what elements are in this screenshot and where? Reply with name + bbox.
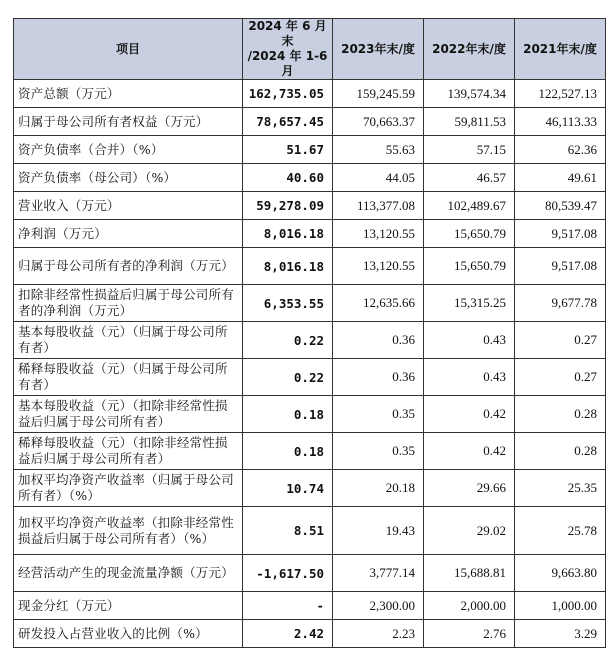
table-row	[14, 507, 606, 555]
table-row	[14, 359, 606, 396]
value-2023: 2,300.00	[333, 592, 424, 620]
row-label: 基本每股收益（元）（扣除非经常性损益后归属于母公司所有者）	[14, 396, 243, 433]
value-2021: 9,663.80	[515, 555, 606, 592]
value-current: 2.42	[243, 620, 333, 648]
value-current: -1,617.50	[243, 555, 333, 592]
value-current: 6,353.55	[243, 285, 333, 322]
row-label: 加权平均净资产收益率（扣除非经常性损益后归属于母公司所有者）（%）	[14, 507, 243, 555]
value-2021: 49.61	[515, 164, 606, 192]
row-label: 归属于母公司所有者的净利润（万元）	[14, 248, 243, 285]
value-2022: 2.76	[424, 620, 515, 648]
value-2021: 0.27	[515, 322, 606, 359]
value-2021: 0.27	[515, 359, 606, 396]
header-current-line2: /2024 年 1-6 月	[247, 49, 328, 78]
row-label: 净利润（万元）	[14, 220, 243, 248]
value-2021: 122,527.13	[515, 80, 606, 108]
value-2021: 9,517.08	[515, 220, 606, 248]
value-2023: 20.18	[333, 470, 424, 507]
value-2023: 13,120.55	[333, 248, 424, 285]
value-current: 8,016.18	[243, 220, 333, 248]
value-2023: 2.23	[333, 620, 424, 648]
row-label: 扣除非经常性损益后归属于母公司所有者的净利润（万元）	[14, 285, 243, 322]
value-2022: 29.66	[424, 470, 515, 507]
row-label: 研发投入占营业收入的比例（%）	[14, 620, 243, 648]
value-2022: 15,688.81	[424, 555, 515, 592]
value-2022: 15,315.25	[424, 285, 515, 322]
value-2022: 29.02	[424, 507, 515, 555]
value-2022: 102,489.67	[424, 192, 515, 220]
value-current: 51.67	[243, 136, 333, 164]
value-current: 78,657.45	[243, 108, 333, 136]
row-label: 资产总额（万元）	[14, 80, 243, 108]
row-label: 现金分红（万元）	[14, 592, 243, 620]
table-row	[14, 248, 606, 285]
value-2023: 0.35	[333, 396, 424, 433]
value-2023: 0.36	[333, 322, 424, 359]
value-current: 8,016.18	[243, 248, 333, 285]
table-row	[14, 80, 606, 108]
row-label: 稀释每股收益（元）（归属于母公司所有者）	[14, 359, 243, 396]
value-2022: 57.15	[424, 136, 515, 164]
value-2021: 80,539.47	[515, 192, 606, 220]
value-2022: 139,574.34	[424, 80, 515, 108]
value-2021: 46,113.33	[515, 108, 606, 136]
value-current: 59,278.09	[243, 192, 333, 220]
value-2022: 15,650.79	[424, 248, 515, 285]
row-label: 归属于母公司所有者权益（万元）	[14, 108, 243, 136]
value-current: 40.60	[243, 164, 333, 192]
header-current-period	[243, 19, 333, 80]
value-current: 10.74	[243, 470, 333, 507]
value-2022: 0.42	[424, 433, 515, 470]
table-row	[14, 620, 606, 648]
value-current: 0.18	[243, 396, 333, 433]
value-current: 0.22	[243, 359, 333, 396]
value-2022: 15,650.79	[424, 220, 515, 248]
value-current: 8.51	[243, 507, 333, 555]
value-2023: 19.43	[333, 507, 424, 555]
header-2023: 2023年末/度	[333, 19, 424, 80]
row-label: 基本每股收益（元）（归属于母公司所有者）	[14, 322, 243, 359]
table-header-row	[14, 19, 606, 80]
table-row	[14, 285, 606, 322]
value-2023: 44.05	[333, 164, 424, 192]
value-2021: 0.28	[515, 396, 606, 433]
value-current: 0.18	[243, 433, 333, 470]
table-row	[14, 108, 606, 136]
table-row	[14, 470, 606, 507]
row-label: 资产负债率（母公司）（%）	[14, 164, 243, 192]
value-2021: 25.35	[515, 470, 606, 507]
value-2023: 70,663.37	[333, 108, 424, 136]
value-2023: 0.36	[333, 359, 424, 396]
header-current-line1: 2024 年 6 月末	[248, 19, 327, 48]
table-row	[14, 192, 606, 220]
header-2022: 2022年末/度	[424, 19, 515, 80]
value-2022: 0.43	[424, 322, 515, 359]
financial-indicators-table	[13, 18, 606, 648]
value-2023: 0.35	[333, 433, 424, 470]
value-2022: 0.43	[424, 359, 515, 396]
value-2023: 12,635.66	[333, 285, 424, 322]
table-row	[14, 433, 606, 470]
value-2021: 0.28	[515, 433, 606, 470]
value-2021: 1,000.00	[515, 592, 606, 620]
value-2023: 3,777.14	[333, 555, 424, 592]
row-label: 稀释每股收益（元）（扣除非经常性损益后归属于母公司所有者）	[14, 433, 243, 470]
value-current: 162,735.05	[243, 80, 333, 108]
table-row	[14, 592, 606, 620]
table-row	[14, 220, 606, 248]
row-label: 经营活动产生的现金流量净额（万元）	[14, 555, 243, 592]
value-current: -	[243, 592, 333, 620]
value-2021: 9,517.08	[515, 248, 606, 285]
value-2021: 3.29	[515, 620, 606, 648]
value-2023: 113,377.08	[333, 192, 424, 220]
table-row	[14, 555, 606, 592]
value-2021: 9,677.78	[515, 285, 606, 322]
table-row	[14, 136, 606, 164]
row-label: 营业收入（万元）	[14, 192, 243, 220]
value-2021: 25.78	[515, 507, 606, 555]
header-item: 项目	[14, 19, 243, 80]
table-row	[14, 322, 606, 359]
value-2022: 0.42	[424, 396, 515, 433]
value-2022: 59,811.53	[424, 108, 515, 136]
value-2023: 159,245.59	[333, 80, 424, 108]
value-2023: 13,120.55	[333, 220, 424, 248]
header-2021: 2021年末/度	[515, 19, 606, 80]
value-2022: 2,000.00	[424, 592, 515, 620]
value-current: 0.22	[243, 322, 333, 359]
table-row	[14, 164, 606, 192]
value-2022: 46.57	[424, 164, 515, 192]
row-label: 资产负债率（合并）（%）	[14, 136, 243, 164]
value-2023: 55.63	[333, 136, 424, 164]
table-row	[14, 396, 606, 433]
value-2021: 62.36	[515, 136, 606, 164]
row-label: 加权平均净资产收益率（归属于母公司所有者）（%）	[14, 470, 243, 507]
